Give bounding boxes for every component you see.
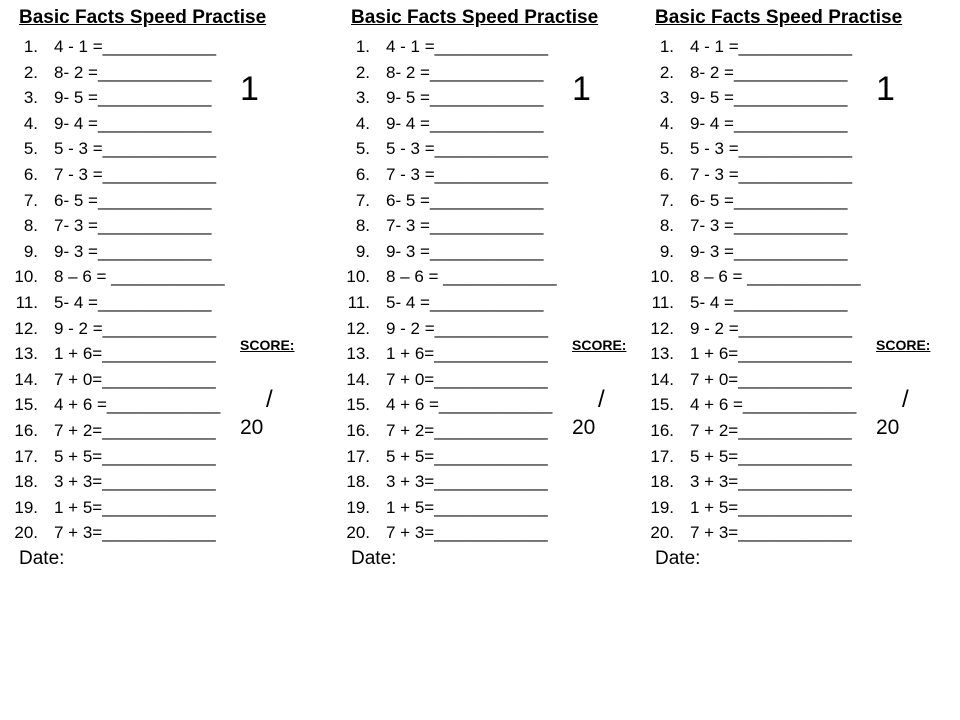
question-row	[332, 213, 592, 238]
question-equation: 7 + 0=____________	[386, 369, 548, 389]
worksheet-2	[332, 0, 642, 600]
question-equation: 7- 3 =____________	[54, 216, 212, 236]
score-slash: /	[902, 386, 909, 413]
question-equation: 5- 4 =____________	[690, 293, 848, 312]
question-equation: 4 + 6 =____________	[386, 395, 553, 415]
date-label: Date:	[19, 548, 65, 569]
question-number: 5.	[355, 139, 370, 159]
question-row	[636, 85, 896, 110]
question-number: 4.	[23, 113, 38, 133]
question-number: 7.	[23, 190, 38, 210]
question-equation: 3 + 3=____________	[386, 472, 548, 492]
question-equation: 5 - 3 =____________	[386, 139, 549, 159]
question-row	[0, 392, 260, 417]
score-total: 20	[572, 416, 596, 439]
question-row	[0, 469, 260, 494]
question-number: 12.	[14, 318, 38, 338]
question-equation: 7 + 3=____________	[54, 523, 216, 543]
sheet-number: 1	[240, 70, 259, 108]
question-number: 16.	[650, 421, 674, 440]
question-row	[636, 367, 896, 392]
question-equation: 7 + 3=____________	[386, 523, 548, 543]
question-equation: 6- 5 =____________	[54, 190, 212, 210]
question-number: 12.	[346, 318, 370, 338]
question-number: 8.	[659, 216, 674, 236]
sheet-title: Basic Facts Speed Practise	[655, 7, 903, 28]
question-equation: 9- 5 =____________	[386, 88, 544, 108]
question-row	[0, 188, 260, 213]
question-number: 7.	[355, 190, 370, 210]
question-row	[332, 136, 592, 161]
question-equation: 1 + 6=____________	[690, 344, 852, 364]
question-number: 1.	[23, 37, 38, 56]
question-number: 17.	[346, 446, 370, 466]
question-row	[0, 264, 260, 289]
question-equation: 9- 3 =____________	[386, 241, 544, 261]
question-row	[636, 444, 896, 469]
score-total: 20	[876, 416, 900, 439]
question-equation: 9- 3 =____________	[690, 241, 848, 261]
question-row	[636, 495, 896, 520]
question-row	[332, 520, 592, 545]
question-row	[0, 34, 260, 59]
question-row	[0, 316, 260, 341]
question-row	[636, 418, 896, 443]
question-row	[636, 162, 896, 187]
question-row	[636, 188, 896, 213]
sheet-number: 1	[876, 70, 895, 108]
question-equation: 5 + 5=____________	[386, 446, 548, 466]
question-number: 9.	[659, 241, 674, 261]
question-number: 5.	[23, 139, 38, 159]
question-equation: 7 + 2=____________	[690, 421, 852, 440]
question-equation: 8- 2 =____________	[54, 62, 212, 82]
question-row	[0, 290, 260, 315]
question-row	[0, 495, 260, 520]
question-number: 19.	[650, 497, 674, 517]
question-equation: 7 - 3 =____________	[386, 165, 549, 184]
question-number: 13.	[650, 344, 674, 364]
question-number: 11.	[347, 293, 370, 312]
question-row	[636, 316, 896, 341]
question-row	[0, 520, 260, 545]
question-number: 14.	[650, 369, 674, 389]
question-equation: 9 - 2 =____________	[690, 318, 853, 338]
question-row	[332, 162, 592, 187]
question-number: 15.	[346, 395, 370, 415]
question-number: 16.	[346, 421, 370, 440]
score-label: SCORE:	[876, 337, 931, 353]
question-row	[332, 239, 592, 264]
question-row	[332, 316, 592, 341]
question-number: 6.	[23, 165, 38, 184]
question-equation: 4 + 6 =____________	[54, 395, 221, 415]
question-equation: 7 + 3=____________	[690, 523, 852, 543]
question-row	[636, 60, 896, 85]
question-row	[636, 111, 896, 136]
sheet-title: Basic Facts Speed Practise	[19, 7, 267, 28]
question-number: 3.	[355, 88, 370, 108]
question-number: 4.	[355, 113, 370, 133]
question-row	[0, 341, 260, 366]
question-number: 18.	[14, 472, 38, 492]
question-equation: 5 + 5=____________	[54, 446, 216, 466]
question-equation: 1 + 6=____________	[386, 344, 548, 364]
question-equation: 9- 5 =____________	[54, 88, 212, 108]
question-row	[332, 418, 592, 443]
worksheet-1	[0, 0, 310, 600]
question-number: 12.	[650, 318, 674, 338]
question-row	[636, 264, 896, 289]
question-equation: 1 + 5=____________	[386, 497, 548, 517]
question-row	[636, 34, 896, 59]
question-number: 19.	[346, 497, 370, 517]
question-row	[332, 34, 592, 59]
question-row	[0, 444, 260, 469]
question-number: 6.	[659, 165, 674, 184]
question-number: 19.	[14, 497, 38, 517]
question-row	[0, 60, 260, 85]
score-slash: /	[266, 386, 273, 413]
question-number: 3.	[659, 88, 674, 108]
question-number: 1.	[659, 37, 674, 56]
question-equation: 9 - 2 =____________	[386, 318, 549, 338]
sheet-title: Basic Facts Speed Practise	[351, 7, 599, 28]
question-equation: 3 + 3=____________	[54, 472, 216, 492]
question-equation: 9- 4 =____________	[54, 113, 212, 133]
question-equation: 8 – 6 = ____________	[690, 267, 861, 287]
question-equation: 7 - 3 =____________	[54, 165, 217, 184]
question-number: 7.	[659, 190, 674, 210]
question-row	[0, 162, 260, 187]
question-row	[0, 85, 260, 110]
question-number: 18.	[346, 472, 370, 492]
question-row	[0, 136, 260, 161]
question-number: 5.	[659, 139, 674, 159]
question-row	[332, 60, 592, 85]
question-row	[636, 290, 896, 315]
question-equation: 1 + 5=____________	[54, 497, 216, 517]
question-number: 2.	[659, 62, 674, 82]
question-row	[636, 392, 896, 417]
question-row	[0, 213, 260, 238]
question-equation: 8- 2 =____________	[386, 62, 544, 82]
date-label: Date:	[655, 548, 701, 569]
question-row	[636, 341, 896, 366]
question-number: 17.	[14, 446, 38, 466]
question-equation: 7 + 2=____________	[54, 421, 216, 440]
question-number: 10.	[14, 267, 38, 287]
question-equation: 5- 4 =____________	[54, 293, 212, 312]
question-equation: 9- 4 =____________	[690, 113, 848, 133]
question-row	[332, 85, 592, 110]
question-row	[332, 111, 592, 136]
question-number: 17.	[650, 446, 674, 466]
question-row	[0, 239, 260, 264]
question-equation: 7 + 0=____________	[690, 369, 852, 389]
question-equation: 5 - 3 =____________	[690, 139, 853, 159]
question-row	[332, 188, 592, 213]
question-number: 8.	[355, 216, 370, 236]
question-equation: 4 - 1 =____________	[54, 37, 217, 56]
question-equation: 5- 4 =____________	[386, 293, 544, 312]
question-row	[636, 469, 896, 494]
question-equation: 9 - 2 =____________	[54, 318, 217, 338]
question-number: 20.	[650, 523, 674, 543]
question-row	[332, 392, 592, 417]
question-number: 13.	[14, 344, 38, 364]
question-equation: 9- 4 =____________	[386, 113, 544, 133]
question-number: 10.	[650, 267, 674, 287]
question-number: 2.	[355, 62, 370, 82]
question-number: 9.	[23, 241, 38, 261]
question-equation: 1 + 5=____________	[690, 497, 852, 517]
question-equation: 4 + 6 =____________	[690, 395, 857, 415]
question-number: 15.	[14, 395, 38, 415]
question-number: 10.	[346, 267, 370, 287]
question-equation: 3 + 3=____________	[690, 472, 852, 492]
question-row	[636, 213, 896, 238]
question-row	[332, 495, 592, 520]
question-number: 14.	[14, 369, 38, 389]
question-number: 11.	[651, 293, 674, 312]
question-equation: 7 + 2=____________	[386, 421, 548, 440]
question-number: 4.	[659, 113, 674, 133]
question-row	[0, 111, 260, 136]
score-total: 20	[240, 416, 264, 439]
question-equation: 7- 3 =____________	[386, 216, 544, 236]
question-equation: 5 + 5=____________	[690, 446, 852, 466]
question-equation: 8- 2 =____________	[690, 62, 848, 82]
question-number: 1.	[355, 37, 370, 56]
question-equation: 5 - 3 =____________	[54, 139, 217, 159]
question-row	[636, 136, 896, 161]
question-equation: 4 - 1 =____________	[690, 37, 853, 56]
question-number: 18.	[650, 472, 674, 492]
question-number: 3.	[23, 88, 38, 108]
score-label: SCORE:	[240, 337, 295, 353]
question-equation: 9- 3 =____________	[54, 241, 212, 261]
question-row	[636, 239, 896, 264]
worksheet-3	[636, 0, 946, 600]
question-number: 8.	[23, 216, 38, 236]
question-number: 9.	[355, 241, 370, 261]
question-row	[332, 341, 592, 366]
question-equation: 7 - 3 =____________	[690, 165, 853, 184]
question-row	[332, 264, 592, 289]
question-equation: 6- 5 =____________	[386, 190, 544, 210]
question-number: 2.	[23, 62, 38, 82]
question-equation: 8 – 6 = ____________	[54, 267, 225, 287]
question-row	[0, 418, 260, 443]
question-number: 13.	[346, 344, 370, 364]
sheet-number: 1	[572, 70, 591, 108]
question-equation: 9- 5 =____________	[690, 88, 848, 108]
question-number: 20.	[14, 523, 38, 543]
question-equation: 8 – 6 = ____________	[386, 267, 557, 287]
question-equation: 7 + 0=____________	[54, 369, 216, 389]
question-number: 14.	[346, 369, 370, 389]
question-number: 20.	[346, 523, 370, 543]
question-row	[0, 367, 260, 392]
question-number: 16.	[14, 421, 38, 440]
question-row	[332, 290, 592, 315]
question-equation: 4 - 1 =____________	[386, 37, 549, 56]
score-label: SCORE:	[572, 337, 627, 353]
question-number: 11.	[15, 293, 38, 312]
date-label: Date:	[351, 548, 397, 569]
score-slash: /	[598, 386, 605, 413]
question-equation: 6- 5 =____________	[690, 190, 848, 210]
question-equation: 7- 3 =____________	[690, 216, 848, 236]
question-row	[332, 444, 592, 469]
question-number: 6.	[355, 165, 370, 184]
question-row	[332, 469, 592, 494]
question-equation: 1 + 6=____________	[54, 344, 216, 364]
question-number: 15.	[650, 395, 674, 415]
question-row	[636, 520, 896, 545]
question-row	[332, 367, 592, 392]
